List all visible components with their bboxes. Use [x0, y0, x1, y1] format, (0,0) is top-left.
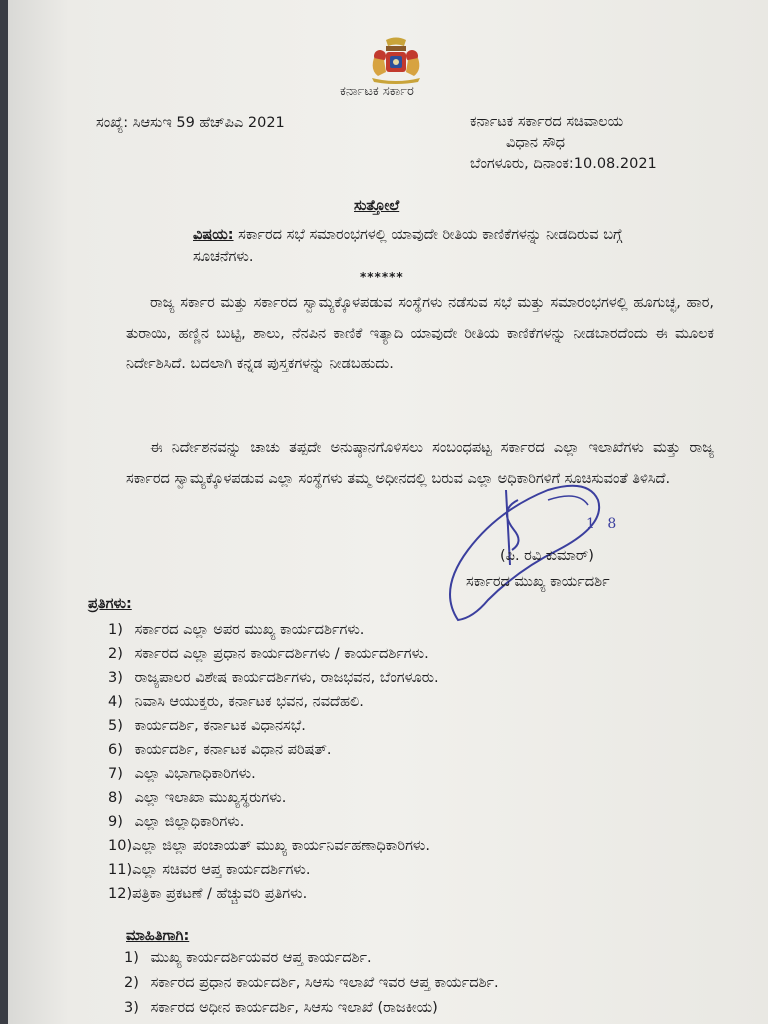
list-item: 12)ಪತ್ರಿಕಾ ಪ್ರಕಟಣೆ / ಹೆಚ್ಚುವರಿ ಪ್ರತಿಗಳು. — [108, 886, 308, 902]
information-list — [124, 946, 499, 1021]
document-page — [8, 0, 768, 1024]
signature-initials: 1 8 — [586, 516, 621, 532]
separator: ****** — [360, 270, 404, 284]
list-item: 8) ಎಲ್ಲಾ ಇಲಾಖಾ ಮುಖ್ಯಸ್ಥರುಗಳು. — [108, 790, 287, 806]
copies-label: ಪ್ರತಿಗಳು: — [88, 596, 132, 612]
list-item: 2) ಸರ್ಕಾರದ ಪ್ರಧಾನ ಕಾರ್ಯದರ್ಶಿ, ಸಿಆಸು ಇಲಾಖೆ ಇವರ ಆಪ್ತ ಕಾರ್ಯದರ್ಶಿ. — [124, 975, 499, 991]
signatory-name: (ಪಿ. ರವಿ ಕುಮಾರ್) — [500, 548, 594, 564]
office-line-1: ಕರ್ನಾಟಕ ಸರ್ಕಾರದ ಸಚಿವಾಲಯ — [470, 114, 624, 130]
list-item: 1) ಮುಖ್ಯ ಕಾರ್ಯದರ್ಶಿಯವರ ಆಪ್ತ ಕಾರ್ಯದರ್ಶಿ. — [124, 950, 372, 966]
information-label: ಮಾಹಿತಿಗಾಗಿ: — [126, 928, 190, 944]
subject-label: ವಿಷಯ: — [193, 227, 234, 243]
list-item: 2) ಸರ್ಕಾರದ ಎಲ್ಲಾ ಪ್ರಧಾನ ಕಾರ್ಯದರ್ಶಿಗಳು / ಕಾರ್ಯದರ್ಶಿಗಳು. — [108, 646, 429, 662]
list-item: 6) ಕಾರ್ಯದರ್ಶಿ, ಕರ್ನಾಟಕ ವಿಧಾನ ಪರಿಷತ್. — [108, 742, 332, 758]
list-item: 3) ರಾಜ್ಯಪಾಲರ ವಿಶೇಷ ಕಾರ್ಯದರ್ಶಿಗಳು, ರಾಜಭವನ, ಬೆಂಗಳೂರು. — [108, 670, 439, 686]
list-item: 10)ಎಲ್ಲಾ ಜಿಲ್ಲಾ ಪಂಚಾಯತ್ ಮುಖ್ಯ ಕಾರ್ಯನಿರ್ವಹಣಾಧಿಕಾರಿಗಳು. — [108, 838, 431, 854]
karnataka-emblem-icon — [364, 36, 428, 84]
list-item: 11)ಎಲ್ಲಾ ಸಚಿವರ ಆಪ್ತ ಕಾರ್ಯದರ್ಶಿಗಳು. — [108, 862, 311, 878]
copies-list — [108, 618, 439, 906]
list-item: 5) ಕಾರ್ಯದರ್ಶಿ, ಕರ್ನಾಟಕ ವಿಧಾನಸಭೆ. — [108, 718, 306, 734]
paragraph-1: ರಾಜ್ಯ ಸರ್ಕಾರ ಮತ್ತು ಸರ್ಕಾರದ ಸ್ವಾಮ್ಯಕ್ಕೊಳಪಡುವ ಸಂಸ್ಥೆಗಳು ನಡೆಸುವ ಸಭೆ ಮತ್ತು ಸಮಾರಂಭಗಳಲ್ಲಿ ಹೂಗುಚ್ಛ, ಹಾರ, ತುರಾಯಿ, ಹಣ್ಣಿನ ಬುಟ್ಟಿ, ಶಾಲು, ನೆನಪಿನ ಕಾಣಿಕೆ ಇತ್ಯಾದಿ ಯಾವುದೇ ರೀತಿಯ ಕಾಣಿಕೆಗಳನ್ನು ನೀಡಬಾರದೆಂದು ಈ ಮೂಲಕ ನಿರ್ದೇಶಿಸಿದೆ. ಬದಲಾಗಿ ಕನ್ನಡ ಪುಸ್ತಕಗಳನ್ನು ನೀಡಬಹುದು. — [126, 295, 714, 372]
paragraph-2: ಈ ನಿರ್ದೇಶನವನ್ನು ಚಾಚು ತಪ್ಪದೇ ಅನುಷ್ಠಾನಗೊಳಿಸಲು ಸಂಬಂಧಪಟ್ಟ ಸರ್ಕಾರದ ಎಲ್ಲಾ ಇಲಾಖೆಗಳು ಮತ್ತು ರಾಜ್ಯ ಸರ್ಕಾರದ ಸ್ವಾಮ್ಯಕ್ಕೊಳಪಡುವ ಎಲ್ಲಾ ಸಂಸ್ಥೆಗಳು ತಮ್ಮ ಅಧೀನದಲ್ಲಿ ಬರುವ ಎಲ್ಲಾ ಅಧಿಕಾರಿಗಳಿಗೆ ಸೂಚಿಸುವಂತೆ ತಿಳಿಸಿದೆ. — [126, 440, 714, 487]
place-date: ಬೆಂಗಳೂರು, ದಿನಾಂಕ:10.08.2021 — [470, 156, 657, 172]
list-item: 9) ಎಲ್ಲಾ ಜಿಲ್ಲಾಧಿಕಾರಿಗಳು. — [108, 814, 245, 830]
office-line-2: ವಿಧಾನ ಸೌಧ — [506, 135, 565, 151]
circular-title: ಸುತ್ತೋಲೆ — [354, 198, 400, 214]
signatory-designation: ಸರ್ಕಾರದ ಮುಖ್ಯ ಕಾರ್ಯದರ್ಶಿ — [466, 574, 610, 590]
list-item: 3) ಸರ್ಕಾರದ ಅಧೀನ ಕಾರ್ಯದರ್ಶಿ, ಸಿಆಸು ಇಲಾಖೆ (ರಾಜಕೀಯ) — [124, 1000, 438, 1016]
reference-number: ಸಂಖ್ಯೆ: ಸಿಆಸುಇ 59 ಹೆಚ್‌ಪಿಎ 2021 — [96, 115, 285, 131]
government-heading: ಕರ್ನಾಟಕ ಸರ್ಕಾರ — [340, 84, 414, 99]
subject — [193, 224, 633, 268]
list-item: 4) ನಿವಾಸಿ ಆಯುಕ್ತರು, ಕರ್ನಾಟಕ ಭವನ, ನವದೆಹಲಿ. — [108, 694, 364, 710]
list-item: 1) ಸರ್ಕಾರದ ಎಲ್ಲಾ ಅಪರ ಮುಖ್ಯ ಕಾರ್ಯದರ್ಶಿಗಳು. — [108, 622, 365, 638]
list-item: 7) ಎಲ್ಲಾ ವಿಭಾಗಾಧಿಕಾರಿಗಳು. — [108, 766, 256, 782]
subject-text: ಸರ್ಕಾರದ ಸಭೆ ಸಮಾರಂಭಗಳಲ್ಲಿ ಯಾವುದೇ ರೀತಿಯ ಕಾಣಿಕೆಗಳನ್ನು ನೀಡದಿರುವ ಬಗ್ಗೆ ಸೂಚನೆಗಳು. — [193, 227, 623, 265]
office-address — [470, 112, 657, 175]
